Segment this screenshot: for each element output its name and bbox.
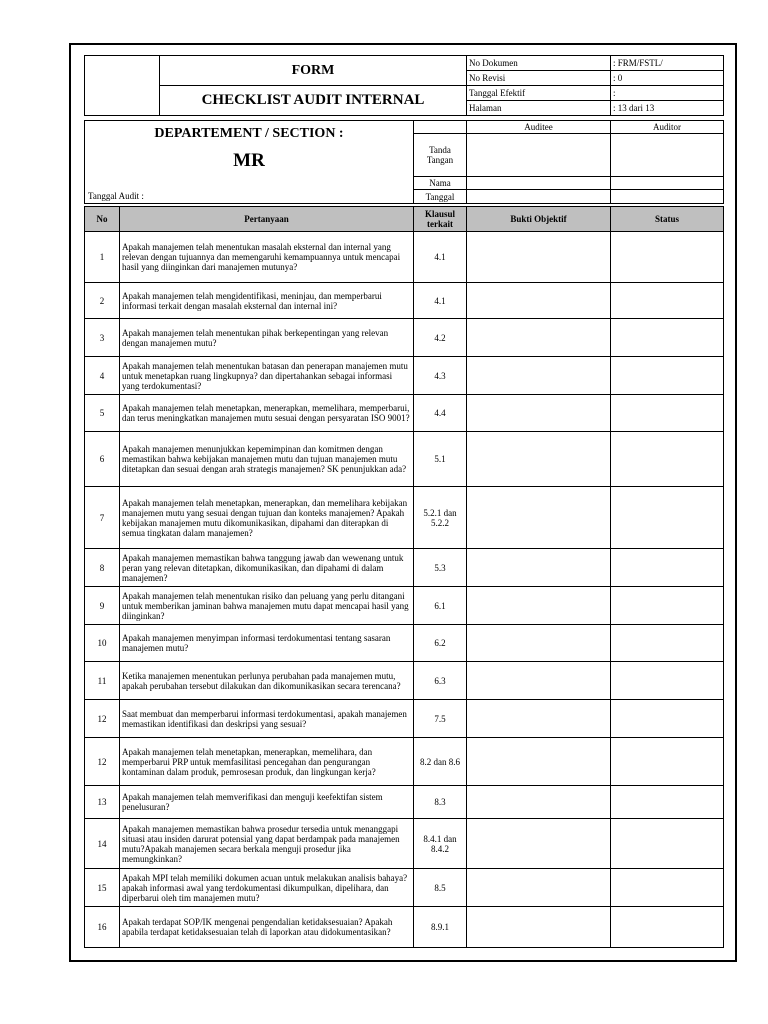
department-cell: [85, 121, 414, 190]
table-row: [85, 395, 724, 432]
row-number: 5: [85, 395, 120, 432]
question-text: Apakah manajemen telah menetapkan, menerapkan, memelihara, dan memperbarui PRP untuk memfasilitasi pencegahan dan pengurangan kontaminan dalam produk, pemrosesan produk, dan lingkungan kerja?: [120, 738, 414, 786]
col-header-evidence: Bukti Objektif: [467, 207, 611, 232]
meta-label-page: Halaman: [467, 101, 611, 116]
meta-value-doc-no: : FRM/FSTL/: [611, 56, 724, 71]
status-field[interactable]: [611, 869, 724, 907]
col-header-no: No: [85, 207, 120, 232]
checklist-table: [84, 206, 724, 948]
question-text: Apakah manajemen memastikan bahwa tanggung jawab dan wewenang untuk peran yang relevan ditetapkan, dikomunikasikan, dan dipahami di dalam manajemen?: [120, 549, 414, 587]
clause-ref: 6.3: [414, 662, 467, 700]
form-label: FORM: [160, 56, 467, 86]
evidence-field[interactable]: [467, 625, 611, 662]
row-number: 4: [85, 357, 120, 395]
question-text: Apakah MPI telah memiliki dokumen acuan untuk melakukan analisis bahaya? apakah informasi awal yang terdokumentasi dikumpulkan, dipelihara, dan diperbarui oleh tim manajemen mutu?: [120, 869, 414, 907]
question-text: Ketika manajemen menentukan perlunya perubahan pada manajemen mutu, apakah perubahan tersebut dilakukan dan dikomunikasikan secara terencana?: [120, 662, 414, 700]
status-field[interactable]: [611, 487, 724, 549]
clause-ref: 8.9.1: [414, 907, 467, 948]
department-label: DEPARTEMENT / SECTION :: [154, 126, 344, 141]
row-number: 14: [85, 819, 120, 869]
row-number: 10: [85, 625, 120, 662]
table-row: [85, 319, 724, 357]
col-header-status: Status: [611, 207, 724, 232]
auditee-name-field[interactable]: [467, 177, 611, 190]
row-number: 16: [85, 907, 120, 948]
auditor-name-field[interactable]: [611, 177, 724, 190]
status-field[interactable]: [611, 819, 724, 869]
meta-label-doc-no: No Dokumen: [467, 56, 611, 71]
clause-ref: 4.4: [414, 395, 467, 432]
status-field[interactable]: [611, 395, 724, 432]
department-value: MR: [233, 150, 265, 171]
evidence-field[interactable]: [467, 819, 611, 869]
evidence-field[interactable]: [467, 232, 611, 283]
meta-value-page: : 13 dari 13: [611, 101, 724, 116]
question-text: Apakah manajemen menyimpan informasi terdokumentasi tentang sasaran manajemen mutu?: [120, 625, 414, 662]
row-number: 15: [85, 869, 120, 907]
auditee-signature-field[interactable]: [467, 134, 611, 177]
question-text: Apakah manajemen telah menentukan batasan dan penerapan manajemen mutu untuk menetapkan ruang lingkupnya? dan dipertahankan sebagai informasi yang terdokumentasi?: [120, 357, 414, 395]
meta-value-revision: : 0: [611, 71, 724, 86]
meta-label-revision: No Revisi: [467, 71, 611, 86]
table-row: [85, 549, 724, 587]
clause-ref: 8.3: [414, 786, 467, 819]
clause-ref: 4.2: [414, 319, 467, 357]
evidence-field[interactable]: [467, 319, 611, 357]
col-header-question: Pertanyaan: [120, 207, 414, 232]
question-text: Apakah manajemen telah menentukan pihak berkepentingan yang relevan dengan manajemen mutu?: [120, 319, 414, 357]
clause-ref: 4.1: [414, 283, 467, 319]
question-text: Saat membuat dan memperbarui informasi terdokumentasi, apakah manajemen memastikan identifikasi dan deskripsi yang sesuai?: [120, 700, 414, 738]
auditor-date-field[interactable]: [611, 190, 724, 204]
status-field[interactable]: [611, 432, 724, 487]
name-label: Nama: [414, 177, 467, 190]
clause-ref: 8.5: [414, 869, 467, 907]
meta-label-effective-date: Tanggal Efektif: [467, 86, 611, 101]
clause-ref: 6.2: [414, 625, 467, 662]
evidence-field[interactable]: [467, 487, 611, 549]
table-row: [85, 283, 724, 319]
auditee-header: Auditee: [467, 121, 611, 134]
table-row: [85, 662, 724, 700]
question-text: Apakah manajemen menunjukkan kepemimpinan dan komitmen dengan memastikan bahwa kebijakan manajemen mutu dan tujuan manajemen mutu ditetapkan dan sesuai dengan arah strategis manajemen? SK penunjukkan ada?: [120, 432, 414, 487]
row-number: 11: [85, 662, 120, 700]
table-row: [85, 587, 724, 625]
status-field[interactable]: [611, 549, 724, 587]
auditor-signature-field[interactable]: [611, 134, 724, 177]
document-header: [84, 55, 724, 116]
row-number: 13: [85, 786, 120, 819]
col-header-clause: Klausul terkait: [414, 207, 467, 232]
form-title: CHECKLIST AUDIT INTERNAL: [160, 86, 467, 116]
clause-ref: 4.1: [414, 232, 467, 283]
row-number: 12: [85, 700, 120, 738]
table-row: [85, 819, 724, 869]
evidence-field[interactable]: [467, 432, 611, 487]
status-field[interactable]: [611, 907, 724, 948]
evidence-field[interactable]: [467, 357, 611, 395]
question-text: Apakah manajemen telah memverifikasi dan menguji keefektifan sistem penelusuran?: [120, 786, 414, 819]
question-text: Apakah manajemen telah menentukan risiko dan peluang yang perlu ditangani untuk memberikan jaminan bahwa manajemen mutu dapat mencapai hasil yang diinginkan?: [120, 587, 414, 625]
status-field[interactable]: [611, 786, 724, 819]
clause-ref: 5.3: [414, 549, 467, 587]
meta-value-effective-date: :: [611, 86, 724, 101]
evidence-field[interactable]: [467, 700, 611, 738]
clause-ref: 7.5: [414, 700, 467, 738]
question-text: Apakah manajemen telah menentukan masalah eksternal dan internal yang relevan dengan tujuannya dan memengaruhi kemampuannya untuk mencapai hasil yang diinginkan dari manajemen mutunya?: [120, 232, 414, 283]
evidence-field[interactable]: [467, 907, 611, 948]
question-text: Apakah manajemen memastikan bahwa prosedur tersedia untuk menanggapi situasi atau insiden darurat potensial yang dapat berdampak pada manajemen mutu?Apakah manajemen secara berkala menguji prosedur jika memungkinkan?: [120, 819, 414, 869]
question-text: Apakah manajemen telah menetapkan, menerapkan, memelihara, memperbarui, dan terus meningkatkan manajemen mutu sesuai dengan persyaratan ISO 9001?: [120, 395, 414, 432]
table-row: [85, 907, 724, 948]
clause-ref: 4.3: [414, 357, 467, 395]
question-text: Apakah manajemen telah mengidentifikasi, meninjau, dan memperbarui informasi terkait dengan masalah eksternal dan internal ini?: [120, 283, 414, 319]
status-field[interactable]: [611, 587, 724, 625]
audit-date-label: Tanggal Audit :: [85, 190, 414, 204]
status-field[interactable]: [611, 700, 724, 738]
evidence-field[interactable]: [467, 283, 611, 319]
evidence-field[interactable]: [467, 662, 611, 700]
date-label: Tanggal: [414, 190, 467, 204]
table-row: [85, 738, 724, 786]
clause-ref: 6.1: [414, 587, 467, 625]
evidence-field[interactable]: [467, 549, 611, 587]
status-field[interactable]: [611, 357, 724, 395]
auditee-date-field[interactable]: [467, 190, 611, 204]
status-field[interactable]: [611, 319, 724, 357]
table-row: [85, 786, 724, 819]
clause-ref: 5.1: [414, 432, 467, 487]
evidence-field[interactable]: [467, 587, 611, 625]
signature-block: [84, 120, 724, 204]
status-field[interactable]: [611, 232, 724, 283]
evidence-field[interactable]: [467, 786, 611, 819]
clause-ref: 8.4.1 dan 8.4.2: [414, 819, 467, 869]
row-number: 1: [85, 232, 120, 283]
logo-cell: [85, 56, 160, 116]
table-row: [85, 869, 724, 907]
row-number: 2: [85, 283, 120, 319]
evidence-field[interactable]: [467, 869, 611, 907]
clause-ref: 8.2 dan 8.6: [414, 738, 467, 786]
status-field[interactable]: [611, 738, 724, 786]
row-number: 7: [85, 487, 120, 549]
evidence-field[interactable]: [467, 395, 611, 432]
row-number: 3: [85, 319, 120, 357]
row-number: 6: [85, 432, 120, 487]
status-field[interactable]: [611, 283, 724, 319]
table-row: [85, 625, 724, 662]
table-row: [85, 700, 724, 738]
sign-label: Tanda Tangan: [414, 134, 467, 177]
row-number: 8: [85, 549, 120, 587]
clause-ref: 5.2.1 dan 5.2.2: [414, 487, 467, 549]
question-text: Apakah terdapat SOP/IK mengenai pengendalian ketidaksesuaian? Apakah apabila terdapat ketidaksesuaian telah di laporkan atau didokumentasikan?: [120, 907, 414, 948]
question-text: Apakah manajemen telah menetapkan, menerapkan, dan memelihara kebijakan manajemen mutu yang sesuai dengan tujuan dan konteks manajemen? Apakah kebijakan manajemen mutu dikomunikasikan, dipahami dan diterapkan di semua tingkatan dalam manajemen?: [120, 487, 414, 549]
status-field[interactable]: [611, 662, 724, 700]
blank-cell: [414, 121, 467, 134]
table-row: [85, 487, 724, 549]
auditor-header: Auditor: [611, 121, 724, 134]
row-number: 9: [85, 587, 120, 625]
status-field[interactable]: [611, 625, 724, 662]
evidence-field[interactable]: [467, 738, 611, 786]
row-number: 12: [85, 738, 120, 786]
table-row: [85, 357, 724, 395]
table-row: [85, 232, 724, 283]
table-row: [85, 432, 724, 487]
